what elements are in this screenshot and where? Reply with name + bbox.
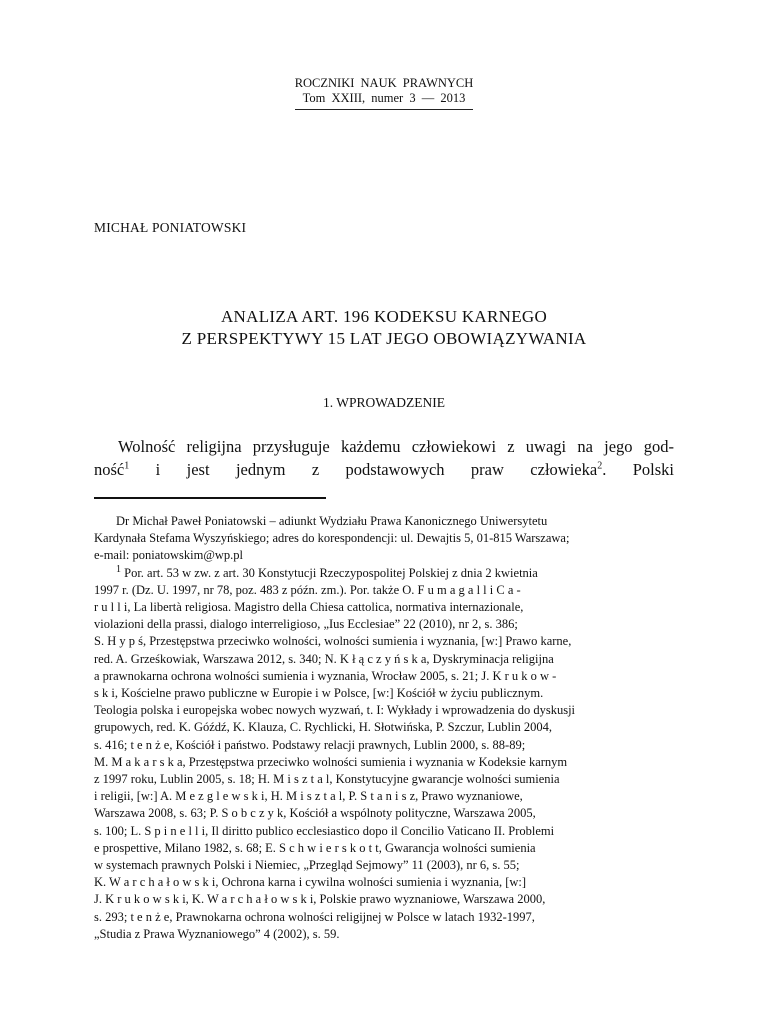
footnote-1-line [94, 840, 674, 857]
footnote-marker: 1 [116, 563, 121, 575]
footnote-1-text: M. M a k a r s k a, Przestępstwa przeciwko wolności sumienia i wyznania w Kodeksie karnym [94, 754, 568, 769]
footnote-1-text: K. W a r c h a ł o w s k i, Ochrona karna i cywilna wolności sumienia i wyznania, [w:] [94, 875, 527, 890]
article-title [0, 306, 768, 350]
journal-header [0, 76, 768, 110]
footnote-1-text: e prospettive, Milano 1982, s. 68; E. S c h w i e r s k o t t, Gwarancja wolności sumienia [94, 840, 536, 855]
footnote-1-line [94, 754, 674, 771]
footnote-1-text: Warszawa 2008, s. 63; P. S o b c z y k, Kościół a wspólnoty polityczne, Warszawa 2005, [94, 806, 536, 821]
journal-header-block [295, 76, 474, 110]
affiliation-line: Dr Michał Paweł Poniatowski – adiunkt Wydziału Prawa Kanonicznego Uniwersytetu [116, 514, 548, 528]
footnote-1-line [94, 599, 674, 616]
footnote-1-text: S. H y p ś, Przestępstwa przeciwko wolności, wolności sumienia i wyznania, [w:] Prawo karne, [94, 634, 572, 649]
footnote-1-text: „Studia z Prawa Wyznaniowego” 4 (2002), s. 59. [94, 926, 340, 941]
footnote-ref-1[interactable]: 1 [124, 460, 130, 472]
footnote-1-line [94, 909, 674, 926]
journal-name: ROCZNIKI NAUK PRAWNYCH [294, 76, 474, 90]
footnote-1-line [94, 633, 674, 650]
body-word: podstawowych [345, 460, 445, 479]
footnote-1-line [94, 857, 674, 874]
footnote-1-text: a prawnokarna ochrona wolności sumienia i wyznania, Wrocław 2005, s. 21; J. K r u k o w - [94, 668, 557, 683]
footnote-ref-2[interactable]: 2 [597, 460, 603, 472]
footnote-1-text: s. 416; t e n ż e, Kościół i państwo. Podstawy relacji prawnych, Lublin 2000, s. 88-89; [94, 737, 526, 752]
footnote-1-line [94, 616, 674, 633]
body-line-1: Wolność religijna przysługuje każdemu człowiekowi z uwagi na jego god- [118, 437, 674, 456]
footnote-1-text: $^1$ Por. art. 53 w zw. z art. 30 Konstytucji Rzeczypospolitej Polskiej z dnia 2 kwietnia [116, 563, 538, 580]
footnote-1-line [94, 771, 674, 788]
journal-issue: Tom XXIII, numer 3 — 2013 [302, 91, 466, 105]
footnote-1-text: i religii, [w:] A. M e z g l e w s k i, H. M i s z t a l, P. S t a n i s z, Prawo wyznaniowe, [94, 789, 523, 804]
affiliation-line: e-mail: poniatowskim@wp.pl [94, 548, 243, 563]
footnote-1-line [94, 737, 674, 754]
footnote-1-line [94, 668, 674, 685]
footnote-1-line [94, 582, 674, 599]
body-word: praw [470, 460, 504, 479]
footnote-1-line [94, 702, 674, 719]
footnote-1-line [94, 891, 674, 908]
footnote-1-text: grupowych, red. K. Góźdź, K. Klauza, C. Rychlicki, H. Słotwińska, P. Szczur, Lublin 2004, [94, 720, 552, 735]
affiliation-line: Kardynała Stefama Wyszyńskiego; adres do korespondencji: ul. Dewajtis 5, 01-815 Warszawa; [94, 531, 570, 546]
body-word: człowieka$^2$. [530, 460, 607, 479]
body-word: jest [186, 460, 210, 479]
footnote-1-line [94, 565, 674, 582]
footnote-1-text: s k i, Kościelne prawo publiczne w Europie i w Polsce, [w:] Kościół w życiu publicznym. [94, 686, 544, 701]
footnote-1-text: J. K r u k o w s k i, K. W a r c h a ł o w s k i, Polskie prawo wyznaniowe, Warszawa 2000, [94, 892, 546, 907]
body-word: Polski [632, 460, 674, 479]
body-paragraph [94, 435, 674, 481]
article-title-line-1: ANALIZA ART. 196 KODEKSU KARNEGO [220, 307, 548, 326]
footnote-1-line [94, 926, 674, 943]
footnote-1-line [94, 719, 674, 736]
footnote-1-text: red. A. Grześkowiak, Warszawa 2012, s. 340; N. K ł ą c z y ń s k a, Dyskryminacja religijna [94, 651, 554, 666]
footnote-1-text: s. 293; t e n ż e, Prawnokarna ochrona wolności religijnej w Polsce w latach 1932-1997, [94, 909, 535, 924]
footnote-1-line [94, 823, 674, 840]
footnote-1-text: violazioni della prassi, dialogo interreligioso, „Ius Ecclesiae” 22 (2010), nr 2, s. 386; [94, 617, 518, 632]
footnote-1-line [94, 685, 674, 702]
body-word: z [311, 460, 320, 479]
article-title-line-2: Z PERSPEKTYWY 15 LAT JEGO OBOWIĄZYWANIA [181, 329, 587, 348]
footnote-1-text: z 1997 roku, Lublin 2005, s. 18; H. M i s z t a l, Konstytucyjne gwarancje wolności sumienia [94, 772, 560, 787]
footnote-1-line [94, 651, 674, 668]
footnote-1-line [94, 788, 674, 805]
section-heading: 1. WPROWADZENIE [323, 395, 445, 410]
footnote-1-text: Teologia polska i europejska wobec nowych wyzwań, t. I: Wykłady i wprowadzenia do dyskusji [94, 703, 576, 718]
footnote-1-text: w systemach prawnych Polski i Niemiec, „Przegląd Sejmowy” 11 (2003), nr 6, s. 55; [94, 858, 520, 873]
body-word: jednym [235, 460, 286, 479]
body-word: ność$^1$ [94, 460, 130, 479]
footnote-1-line [94, 805, 674, 822]
footnote-1-text: s. 100; L. S p i n e l l i, Il diritto publico ecclesiastico dopo il Concilio Vaticano II. Problemi [94, 823, 555, 838]
footnotes [94, 513, 674, 943]
author-name: MICHAŁ PONIATOWSKI [94, 220, 247, 235]
footnote-1 [94, 565, 674, 943]
footnote-1-text: r u l l i, La libertà religiosa. Magistro della Chiesa cattolica, normativa internazionale, [94, 600, 524, 615]
footnote-separator [94, 497, 326, 499]
footnote-1-text: 1997 r. (Dz. U. 1997, nr 78, poz. 483 z późn. zm.). Por. także O. F u m a g a l l i C a - [94, 582, 521, 597]
footnote-1-line [94, 874, 674, 891]
body-word: i [155, 460, 161, 479]
body-line-2 [94, 458, 674, 481]
